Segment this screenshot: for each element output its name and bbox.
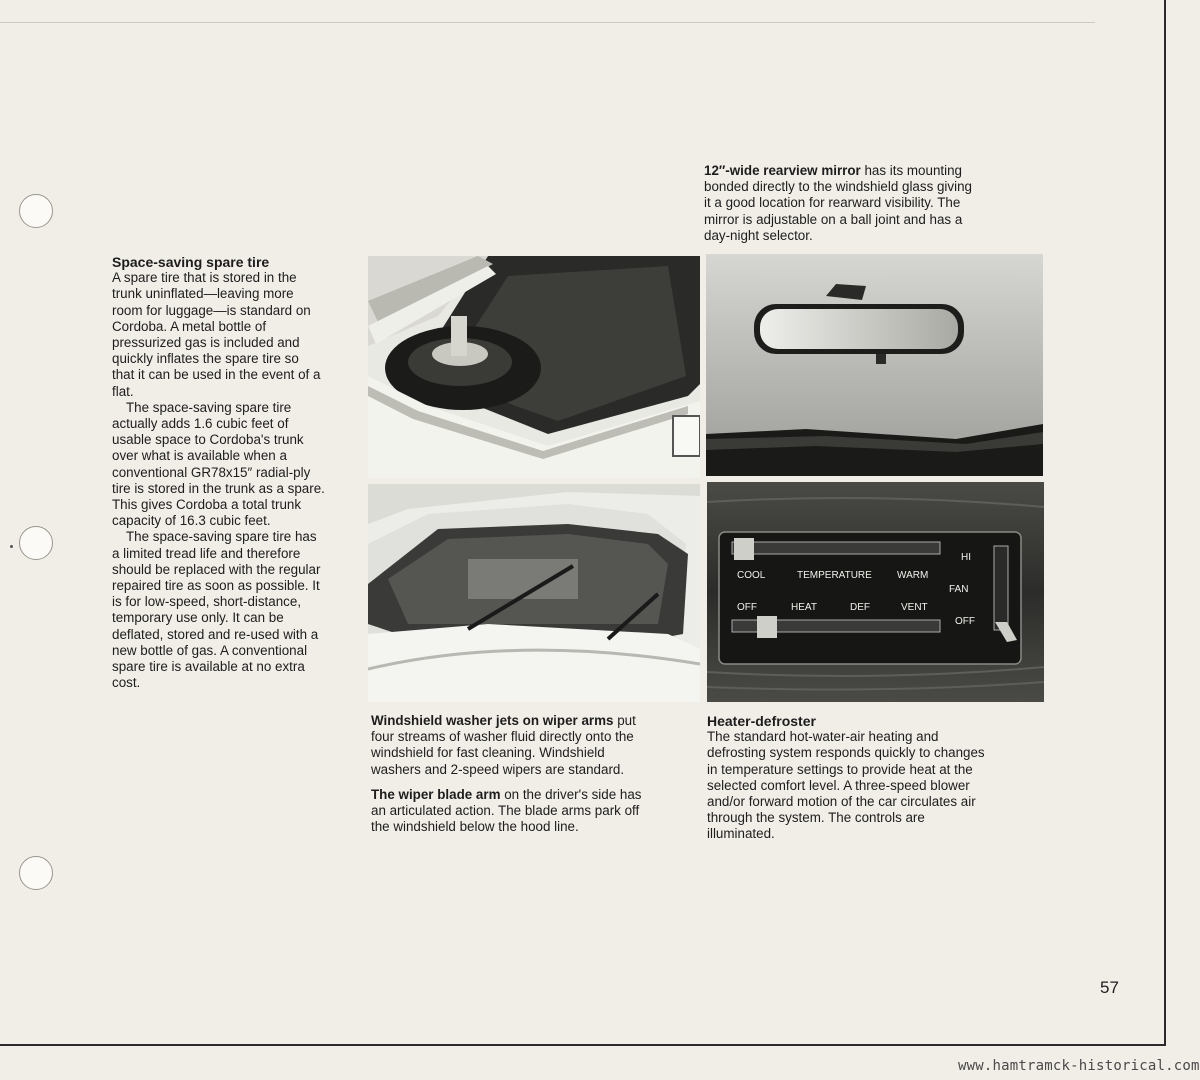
panel-cool-label: COOL: [737, 570, 766, 581]
heater-heading: Heater-defroster: [707, 713, 816, 729]
spare-tire-paragraph-3: The space-saving spare tire has a limited tread life and therefore should be replaced with the regular repaired tire as soon as possible. It is for low-speed, short-distance, temporary use only. It can be deflated, stored and re-used with a new bottle of gas. A conventional spare tire is available at no extra cost.: [112, 529, 321, 691]
wiper-caption-lead: The wiper blade arm: [371, 787, 501, 802]
page-bottom-border: [0, 1044, 1166, 1046]
panel-heat-label: HEAT: [791, 602, 817, 613]
washer-caption-lead: Windshield washer jets on wiper arms: [371, 713, 614, 728]
panel-hi-label: HI: [961, 552, 971, 563]
binder-hole-middle: [19, 526, 53, 560]
wiper-caption-first-line: on the driver's side has: [500, 787, 642, 802]
spare-tire-heading: Space-saving spare tire: [112, 254, 270, 270]
spare-tire-section: [112, 254, 357, 691]
binder-hole-top: [19, 194, 53, 228]
page-right-border: [1164, 0, 1166, 1046]
wiper-caption: [371, 787, 696, 836]
panel-warm-label: WARM: [897, 570, 929, 581]
rearview-mirror-photo: [706, 254, 1043, 476]
margin-dot: [10, 545, 13, 548]
trunk-spare-tire-photo: [368, 256, 700, 478]
windshield-wiper-photo: [368, 484, 700, 702]
spare-tire-paragraph-1: A spare tire that is stored in the trunk uninflated—leaving more room for luggage—is standard on Cordoba. A metal bottle of pressurized gas is included and quickly inflates the spare tire so that it can be used in the event of a flat.: [112, 270, 321, 399]
panel-off-right-label: OFF: [955, 616, 975, 627]
panel-def-label: DEF: [850, 602, 870, 613]
heater-control-panel-photo: [707, 482, 1044, 702]
site-watermark: www.hamtramck-historical.com: [958, 1058, 1200, 1074]
panel-vent-label: VENT: [901, 602, 928, 613]
spare-tire-paragraph-2: The space-saving spare tire actually adds 1.6 cubic feet of usable space to Cordoba's trunk over what is available when a conventional GR78x15″ radial-ply tire is stored in the trunk as a spare. This gives Cordoba a total trunk capacity of 16.3 cubic feet.: [112, 399, 325, 529]
panel-temperature-label: TEMPERATURE: [797, 570, 872, 581]
page-number: 57: [1100, 978, 1119, 997]
mirror-caption-first-line: has its mounting: [860, 163, 962, 178]
panel-fan-label: FAN: [949, 584, 969, 595]
binder-hole-bottom: [19, 856, 53, 890]
wiper-caption-body: an articulated action. The blade arms park off the windshield below the hood line.: [371, 803, 640, 835]
heater-caption: [707, 713, 1042, 843]
washer-caption: [371, 713, 696, 778]
panel-off-left-label: OFF: [737, 602, 757, 613]
washer-caption-body: four streams of washer fluid directly onto the windshield for fast cleaning. Windshield washers and 2-speed wipers are standard.: [371, 729, 634, 777]
mirror-caption-body: bonded directly to the windshield glass giving it a good location for rearward visibility. The mirror is adjustable on a ball joint and has a day-night selector.: [704, 179, 972, 243]
heater-body: The standard hot-water-air heating and defrosting system responds quickly to changes in temperature settings to provide heat at the selected comfort level. A three-speed blower and/or forward motion of the car circulates air through the system. The controls are illuminated.: [707, 729, 985, 842]
washer-caption-first-line: put: [613, 713, 636, 728]
mirror-caption-lead: 12″-wide rearview mirror: [704, 163, 861, 178]
mirror-caption: [704, 163, 1044, 244]
page-top-edge: [0, 22, 1095, 23]
